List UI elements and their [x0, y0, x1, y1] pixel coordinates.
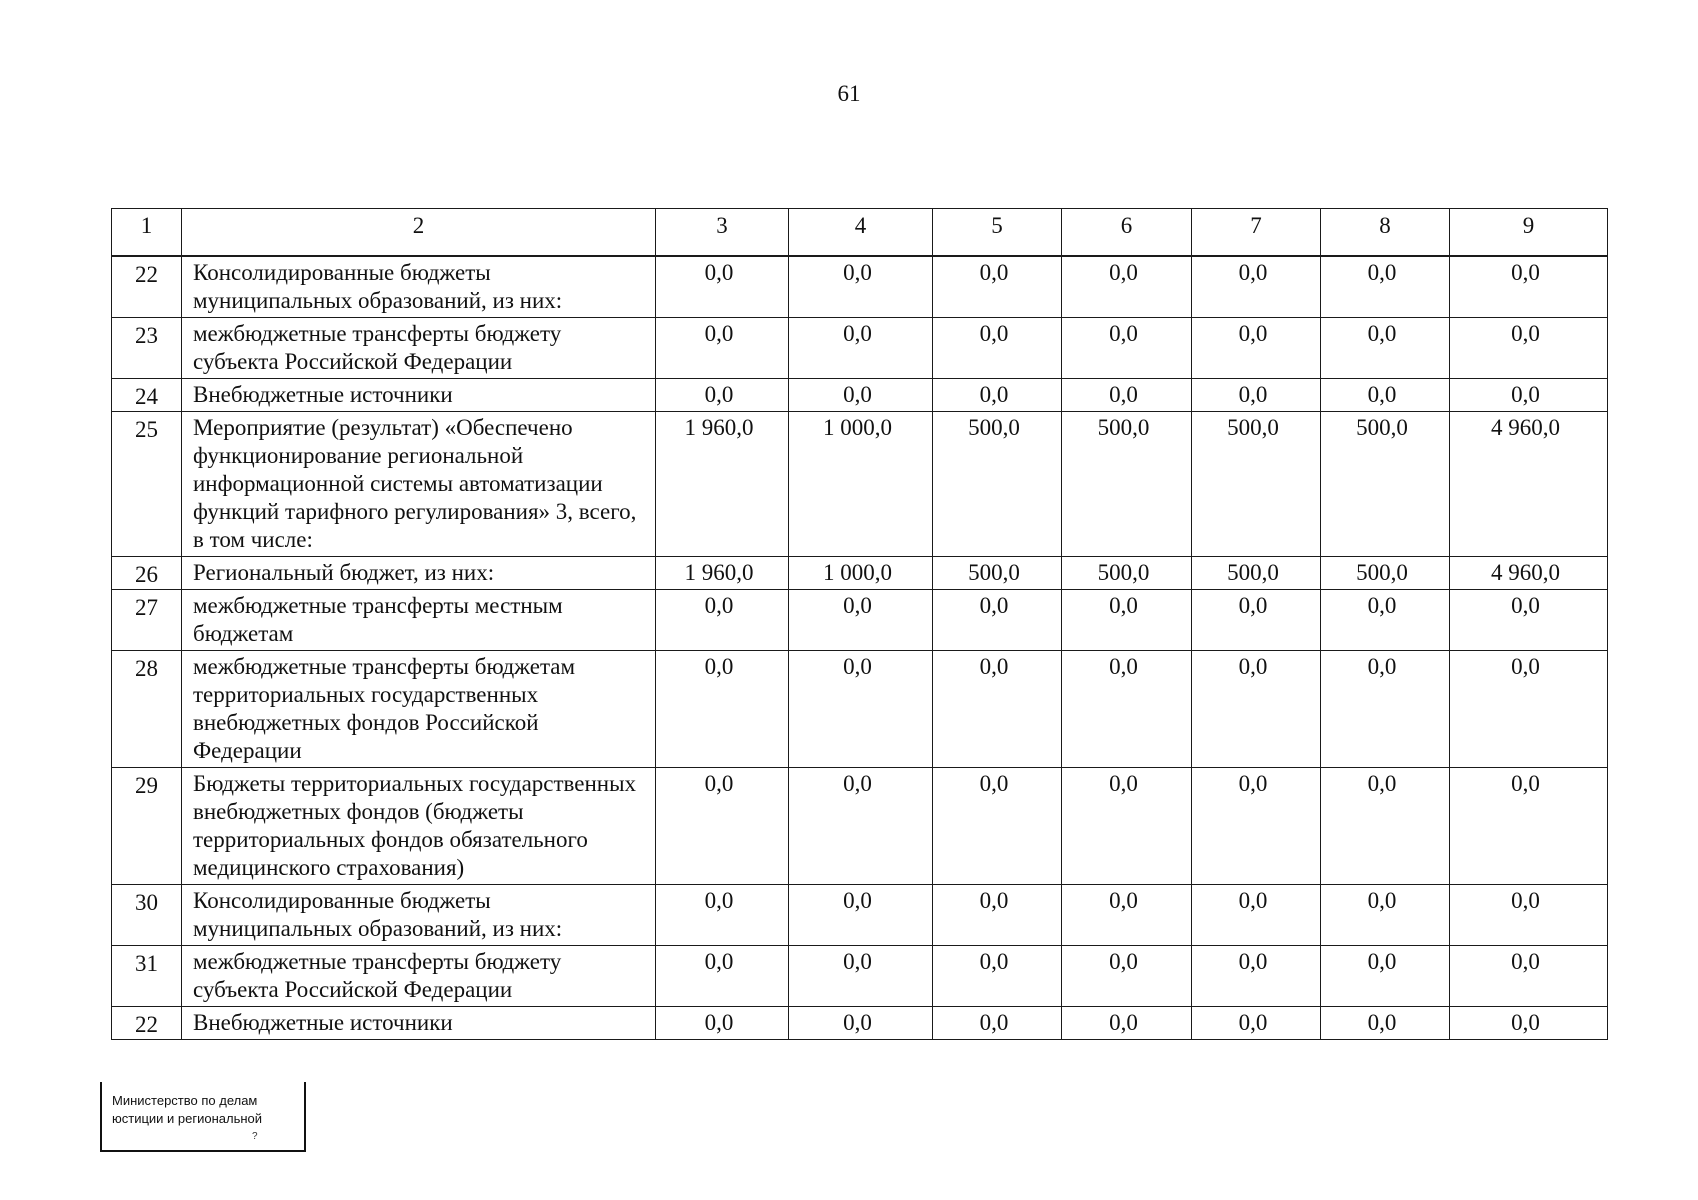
value-cell-col-3: 0,0 [656, 379, 789, 412]
header-cell-col-2: 2 [182, 209, 656, 257]
row-number-cell: 28 [112, 651, 182, 768]
value-cell-col-4: 0,0 [789, 1007, 933, 1040]
value-cell-col-5: 500,0 [933, 412, 1062, 557]
value-cell-col-9: 0,0 [1450, 768, 1608, 885]
value-cell-col-9: 0,0 [1450, 379, 1608, 412]
table-row [112, 318, 1608, 379]
value-cell-col-7: 500,0 [1192, 412, 1321, 557]
header-cell-col-9: 9 [1450, 209, 1608, 257]
row-number-cell: 24 [112, 379, 182, 412]
value-cell-col-4: 0,0 [789, 590, 933, 651]
stamp-text-line-1: Министерство по делам [112, 1093, 258, 1108]
value-cell-col-7: 0,0 [1192, 651, 1321, 768]
value-cell-col-6: 500,0 [1062, 557, 1192, 590]
value-cell-col-6: 0,0 [1062, 651, 1192, 768]
value-cell-col-9: 0,0 [1450, 1007, 1608, 1040]
row-description-cell: Мероприятие (результат) «Обеспечено функционирование региональной информационной системы автоматизации функций тарифного регулирования» 3, всего, в том числе: [182, 412, 656, 557]
value-cell-col-8: 0,0 [1321, 768, 1450, 885]
value-cell-col-7: 0,0 [1192, 590, 1321, 651]
value-cell-col-5: 0,0 [933, 885, 1062, 946]
value-cell-col-8: 0,0 [1321, 1007, 1450, 1040]
value-cell-col-7: 0,0 [1192, 318, 1321, 379]
value-cell-col-6: 0,0 [1062, 256, 1192, 318]
value-cell-col-7: 0,0 [1192, 768, 1321, 885]
value-cell-col-3: 0,0 [656, 946, 789, 1007]
value-cell-col-6: 0,0 [1062, 885, 1192, 946]
value-cell-col-9: 0,0 [1450, 651, 1608, 768]
row-description-cell: межбюджетные трансферты местным бюджетам [182, 590, 656, 651]
value-cell-col-8: 500,0 [1321, 557, 1450, 590]
value-cell-col-9: 0,0 [1450, 946, 1608, 1007]
value-cell-col-5: 0,0 [933, 379, 1062, 412]
value-cell-col-6: 500,0 [1062, 412, 1192, 557]
header-cell-col-8: 8 [1321, 209, 1450, 257]
table-row [112, 1007, 1608, 1040]
value-cell-col-3: 0,0 [656, 590, 789, 651]
value-cell-col-3: 0,0 [656, 256, 789, 318]
value-cell-col-7: 0,0 [1192, 379, 1321, 412]
value-cell-col-7: 0,0 [1192, 256, 1321, 318]
value-cell-col-5: 0,0 [933, 946, 1062, 1007]
row-description-cell: Консолидированные бюджеты муниципальных образований, из них: [182, 885, 656, 946]
row-description-cell: Консолидированные бюджеты муниципальных образований, из них: [182, 256, 656, 318]
value-cell-col-5: 0,0 [933, 1007, 1062, 1040]
value-cell-col-9: 4 960,0 [1450, 412, 1608, 557]
row-number-cell: 27 [112, 590, 182, 651]
table-header-row [112, 209, 1608, 257]
row-description-cell: межбюджетные трансферты бюджету субъекта Российской Федерации [182, 318, 656, 379]
value-cell-col-5: 0,0 [933, 768, 1062, 885]
table-row [112, 590, 1608, 651]
value-cell-col-4: 0,0 [789, 379, 933, 412]
value-cell-col-8: 0,0 [1321, 379, 1450, 412]
header-cell-col-5: 5 [933, 209, 1062, 257]
value-cell-col-6: 0,0 [1062, 1007, 1192, 1040]
stamp-mark: ? [252, 1131, 258, 1142]
value-cell-col-8: 0,0 [1321, 318, 1450, 379]
page-number: 61 [837, 81, 861, 106]
value-cell-col-8: 0,0 [1321, 590, 1450, 651]
value-cell-col-3: 0,0 [656, 651, 789, 768]
row-number-cell: 22 [112, 1007, 182, 1040]
value-cell-col-4: 1 000,0 [789, 412, 933, 557]
value-cell-col-4: 1 000,0 [789, 557, 933, 590]
header-cell-col-3: 3 [656, 209, 789, 257]
row-description-cell: межбюджетные трансферты бюджетам территориальных государственных внебюджетных фондов Российской Федерации [182, 651, 656, 768]
value-cell-col-3: 1 960,0 [656, 557, 789, 590]
value-cell-col-8: 500,0 [1321, 412, 1450, 557]
value-cell-col-3: 1 960,0 [656, 412, 789, 557]
value-cell-col-9: 0,0 [1450, 318, 1608, 379]
value-cell-col-9: 0,0 [1450, 590, 1608, 651]
table-row [112, 885, 1608, 946]
table-row [112, 557, 1608, 590]
value-cell-col-7: 0,0 [1192, 946, 1321, 1007]
row-description-cell: Внебюджетные источники [182, 1007, 656, 1040]
value-cell-col-4: 0,0 [789, 256, 933, 318]
stamp-text-line-2: юстиции и региональной [112, 1111, 263, 1126]
row-number-cell: 22 [112, 256, 182, 318]
row-description-cell: Бюджеты территориальных государственных внебюджетных фондов (бюджеты территориальных фондов обязательного медицинского страхования) [182, 768, 656, 885]
value-cell-col-4: 0,0 [789, 768, 933, 885]
value-cell-col-8: 0,0 [1321, 256, 1450, 318]
value-cell-col-8: 0,0 [1321, 885, 1450, 946]
row-number-cell: 30 [112, 885, 182, 946]
value-cell-col-9: 0,0 [1450, 256, 1608, 318]
value-cell-col-3: 0,0 [656, 768, 789, 885]
value-cell-col-3: 0,0 [656, 318, 789, 379]
header-cell-col-4: 4 [789, 209, 933, 257]
table-row [112, 651, 1608, 768]
row-number-cell: 29 [112, 768, 182, 885]
header-cell-col-1: 1 [112, 209, 182, 257]
table-body [112, 209, 1608, 1040]
table-row [112, 946, 1608, 1007]
value-cell-col-3: 0,0 [656, 1007, 789, 1040]
row-description-cell: межбюджетные трансферты бюджету субъекта Российской Федерации [182, 946, 656, 1007]
row-description-cell: Внебюджетные источники [182, 379, 656, 412]
table-row [112, 768, 1608, 885]
table-row [112, 256, 1608, 318]
row-number-cell: 31 [112, 946, 182, 1007]
table-row [112, 412, 1608, 557]
value-cell-col-9: 0,0 [1450, 885, 1608, 946]
header-cell-col-7: 7 [1192, 209, 1321, 257]
budget-table [111, 208, 1608, 1040]
value-cell-col-5: 0,0 [933, 651, 1062, 768]
value-cell-col-6: 0,0 [1062, 946, 1192, 1007]
registration-stamp [100, 1082, 306, 1152]
value-cell-col-5: 500,0 [933, 557, 1062, 590]
value-cell-col-4: 0,0 [789, 885, 933, 946]
value-cell-col-7: 0,0 [1192, 1007, 1321, 1040]
value-cell-col-8: 0,0 [1321, 946, 1450, 1007]
value-cell-col-7: 500,0 [1192, 557, 1321, 590]
value-cell-col-7: 0,0 [1192, 885, 1321, 946]
value-cell-col-5: 0,0 [933, 590, 1062, 651]
header-cell-col-6: 6 [1062, 209, 1192, 257]
value-cell-col-5: 0,0 [933, 256, 1062, 318]
value-cell-col-8: 0,0 [1321, 651, 1450, 768]
table-row [112, 379, 1608, 412]
row-number-cell: 23 [112, 318, 182, 379]
value-cell-col-4: 0,0 [789, 946, 933, 1007]
row-description-cell: Региональный бюджет, из них: [182, 557, 656, 590]
value-cell-col-6: 0,0 [1062, 768, 1192, 885]
value-cell-col-4: 0,0 [789, 651, 933, 768]
value-cell-col-4: 0,0 [789, 318, 933, 379]
value-cell-col-9: 4 960,0 [1450, 557, 1608, 590]
value-cell-col-5: 0,0 [933, 318, 1062, 379]
value-cell-col-6: 0,0 [1062, 318, 1192, 379]
value-cell-col-6: 0,0 [1062, 379, 1192, 412]
row-number-cell: 26 [112, 557, 182, 590]
row-number-cell: 25 [112, 412, 182, 557]
value-cell-col-3: 0,0 [656, 885, 789, 946]
value-cell-col-6: 0,0 [1062, 590, 1192, 651]
